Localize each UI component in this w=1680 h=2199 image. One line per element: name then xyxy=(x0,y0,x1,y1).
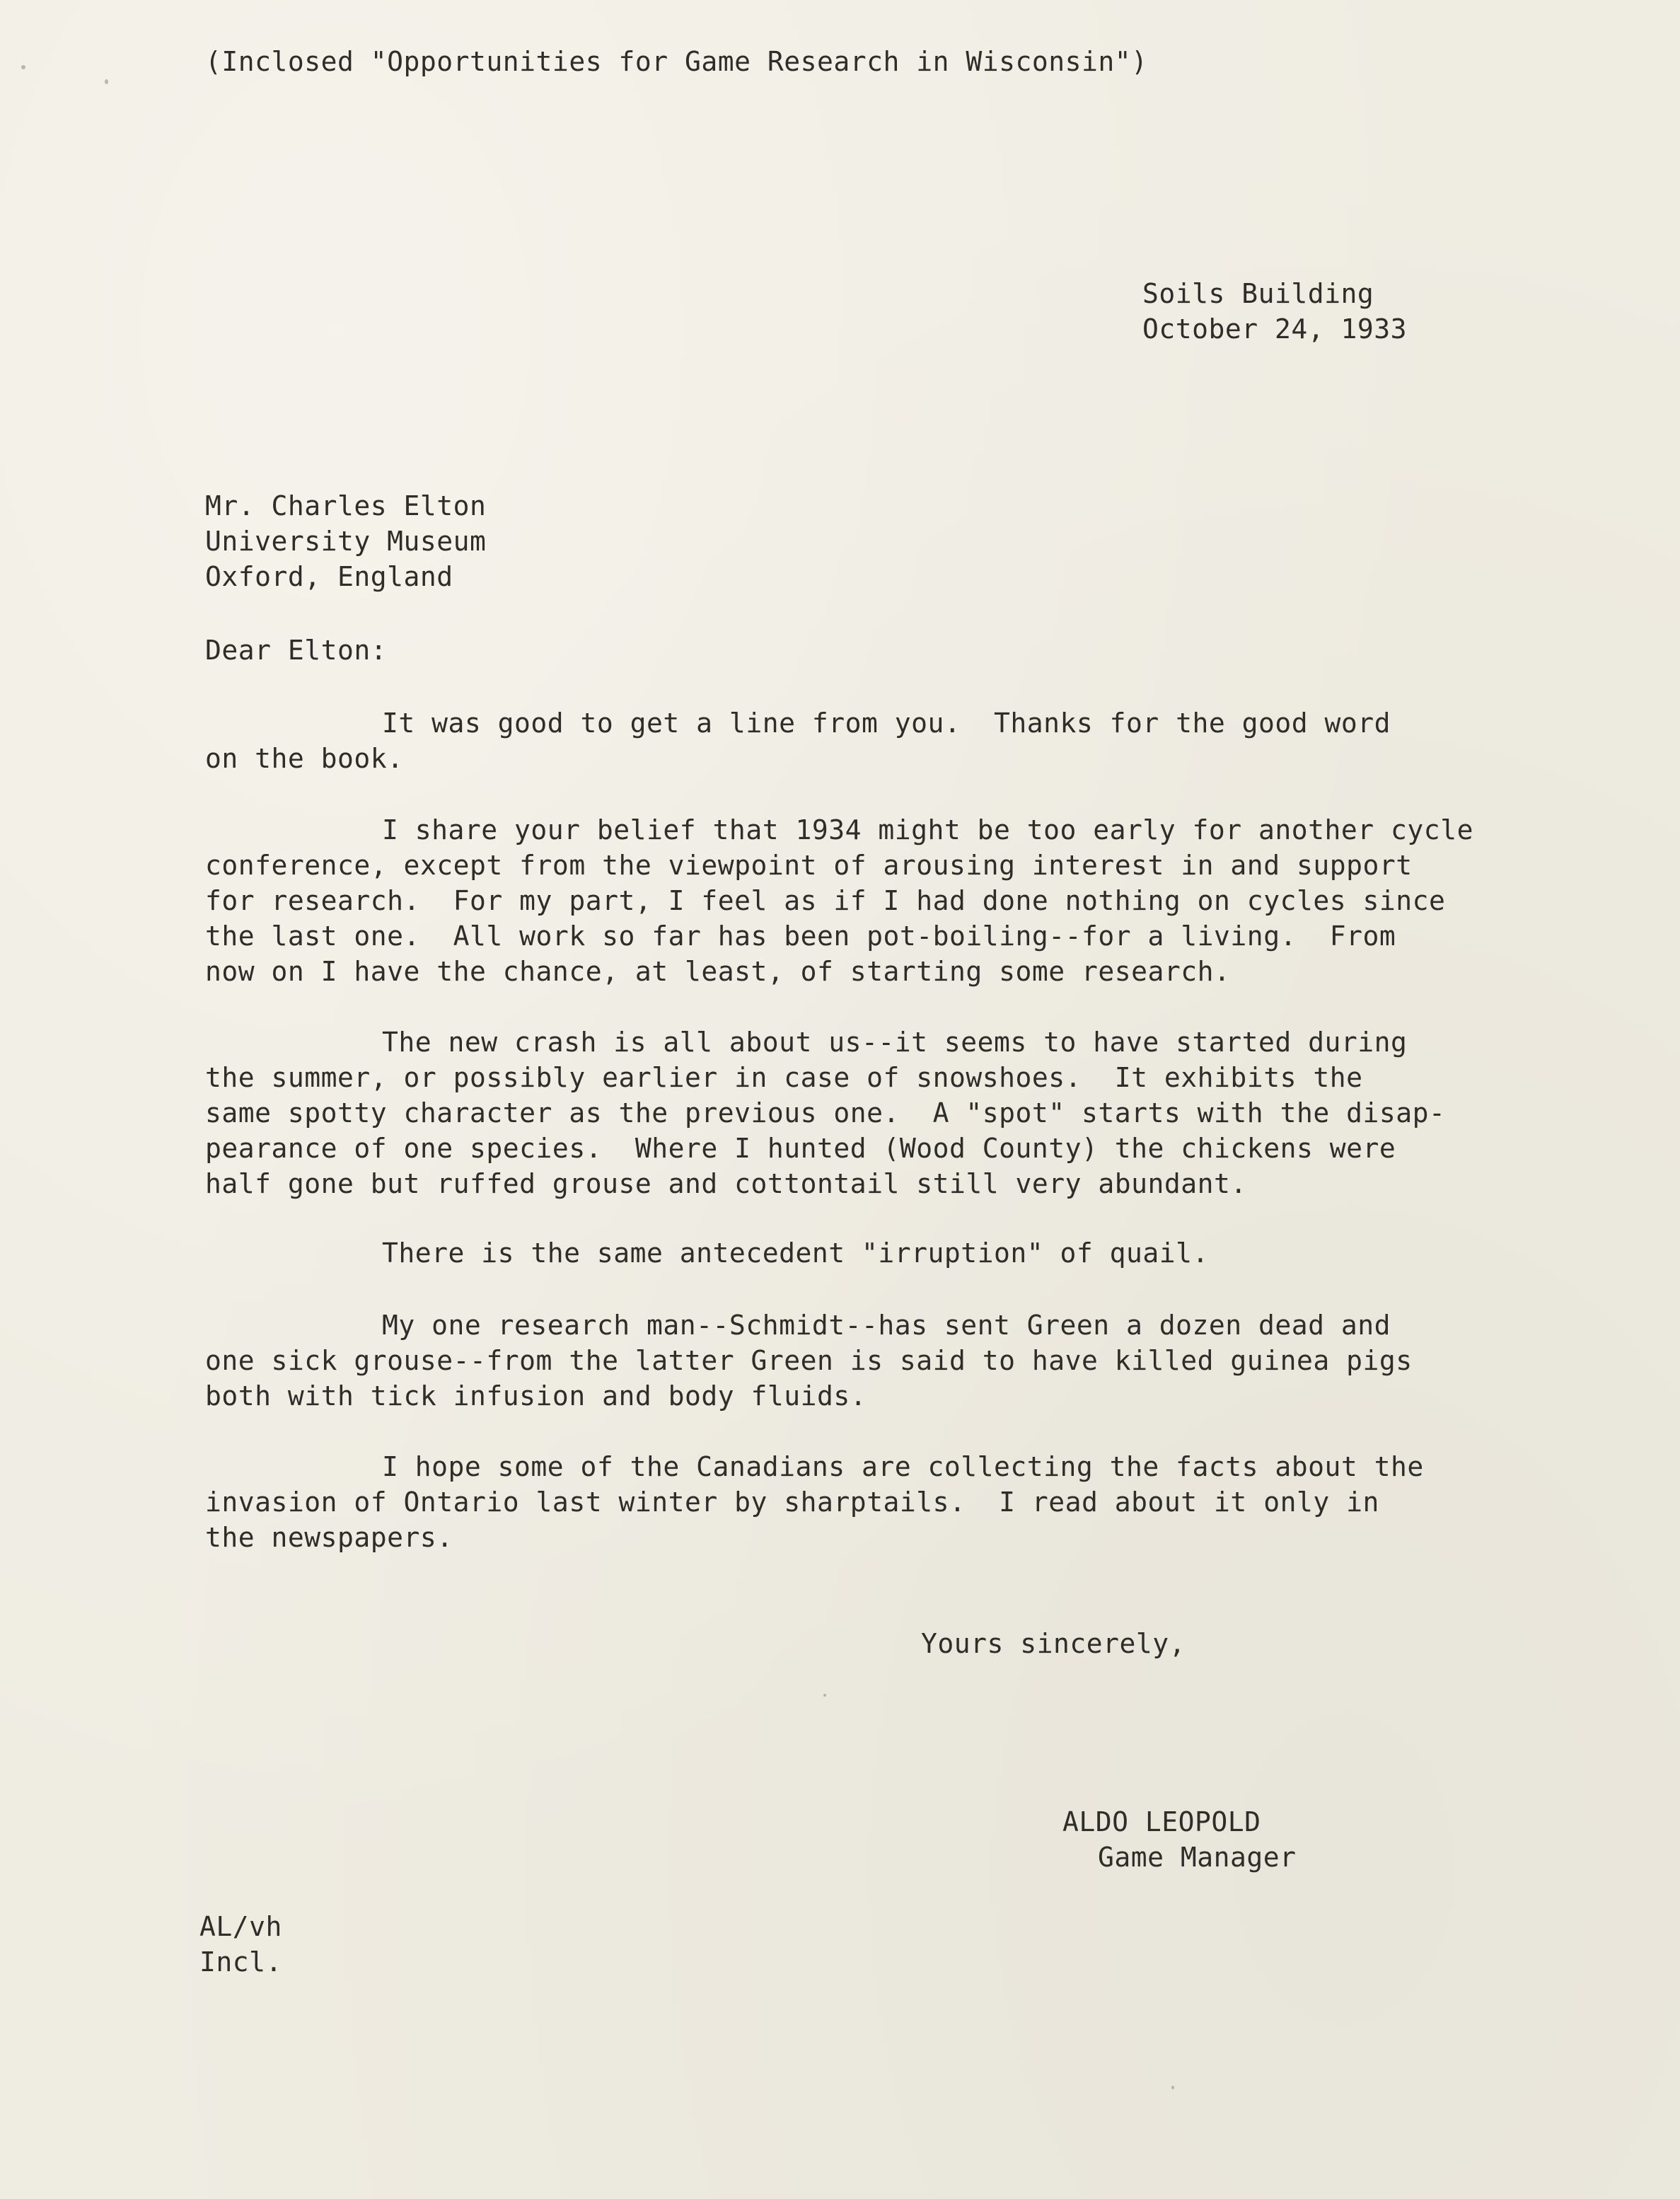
paragraph-line: There is the same antecedent "irruption" of quail. xyxy=(382,1237,1209,1269)
reference-initials: AL/vh xyxy=(199,1911,282,1942)
paragraph-line: The new crash is all about us--it seems to have started during xyxy=(382,1027,1408,1058)
paragraph-line: for research. For my part, I feel as if I had done nothing on cycles since xyxy=(205,885,1446,916)
paragraph-line: invasion of Ontario last winter by sharptails. I read about it only in xyxy=(205,1487,1379,1518)
body-paragraph-4 xyxy=(205,1235,1563,1271)
recipient-name: Mr. Charles Elton xyxy=(205,490,487,521)
body-paragraph-3 xyxy=(205,1025,1563,1201)
enclosure-note: (Inclosed "Opportunities for Game Research in Wisconsin") xyxy=(205,46,1148,77)
letter-date: October 24, 1933 xyxy=(1142,313,1408,345)
paragraph-line: pearance of one species. Where I hunted (Wood County) the chickens were xyxy=(205,1133,1396,1164)
paragraph-line: the newspapers. xyxy=(205,1522,453,1553)
recipient-institution: University Museum xyxy=(205,526,487,557)
signature-name: ALDO LEOPOLD xyxy=(1062,1806,1261,1837)
body-paragraph-6 xyxy=(205,1449,1563,1555)
paragraph-line: same spotty character as the previous one. A "spot" starts with the disap- xyxy=(205,1097,1446,1129)
paragraph-line: It was good to get a line from you. Thanks for the good word xyxy=(382,708,1391,739)
paragraph-line: both with tick infusion and body fluids. xyxy=(205,1380,867,1412)
paragraph-line: I hope some of the Canadians are collecting the facts about the xyxy=(382,1451,1424,1482)
paragraph-line: the summer, or possibly earlier in case of snowshoes. It exhibits the xyxy=(205,1062,1363,1093)
paper-speck xyxy=(21,65,25,69)
closing: Yours sincerely, xyxy=(921,1628,1186,1659)
sender-building: Soils Building xyxy=(1142,278,1374,309)
body-paragraph-2 xyxy=(205,812,1563,989)
paper-speck xyxy=(105,79,108,84)
paragraph-line: on the book. xyxy=(205,743,404,774)
paragraph-line: now on I have the chance, at least, of starting some research. xyxy=(205,956,1231,987)
paragraph-line: conference, except from the viewpoint of arousing interest in and support xyxy=(205,850,1413,881)
salutation: Dear Elton: xyxy=(205,635,388,666)
paper-speck xyxy=(1171,2086,1174,2089)
body-paragraph-5 xyxy=(205,1308,1563,1414)
paragraph-line: one sick grouse--from the latter Green is said to have killed guinea pigs xyxy=(205,1345,1413,1376)
paragraph-line: the last one. All work so far has been pot-boiling--for a living. From xyxy=(205,920,1396,952)
paragraph-line: I share your belief that 1934 might be too early for another cycle xyxy=(382,814,1473,845)
paper-speck xyxy=(823,1694,826,1697)
paragraph-line: My one research man--Schmidt--has sent Green a dozen dead and xyxy=(382,1310,1391,1341)
body-paragraph-1 xyxy=(205,705,1563,776)
reference-enclosure: Incl. xyxy=(199,1946,282,1978)
recipient-location: Oxford, England xyxy=(205,561,453,592)
signature-title: Game Manager xyxy=(1098,1842,1297,1873)
paragraph-line: half gone but ruffed grouse and cottontail still very abundant. xyxy=(205,1168,1247,1199)
